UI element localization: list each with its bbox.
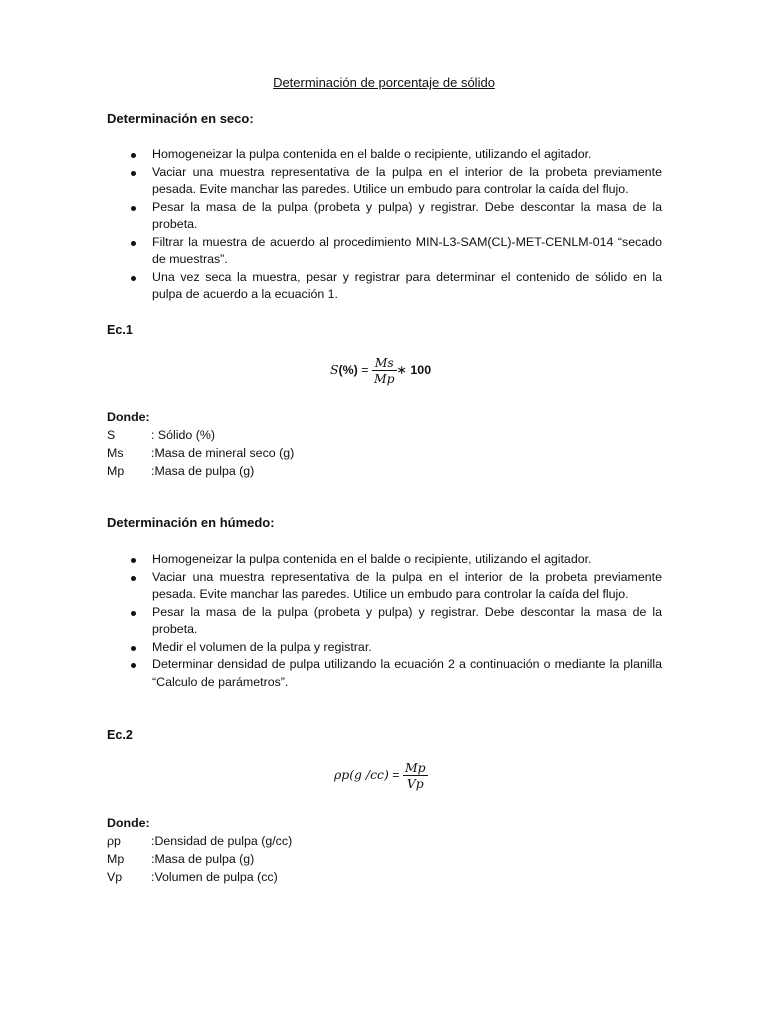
definition-text: : Sólido (%) — [151, 428, 216, 442]
definition-row — [107, 832, 292, 850]
list-item: Filtrar la muestra de acuerdo al procedimiento MIN-L3-SAM(CL)-MET-CENLM-014 “secado de muestras”. — [107, 234, 662, 269]
equation-2 — [334, 760, 428, 791]
eq2-fraction — [403, 760, 428, 791]
eq2-numerator: Mp — [404, 760, 426, 775]
definition-symbol: Mp — [107, 852, 125, 866]
definition-symbol: Mp — [107, 464, 125, 478]
definition-symbol: Vp — [107, 870, 123, 884]
definition-text: :Masa de mineral seco (g) — [151, 446, 295, 460]
definition-text: :Masa de pulpa (g) — [151, 464, 255, 478]
list-item: Homogeneizar la pulpa contenida en el balde o recipiente, utilizando el agitador. — [107, 551, 662, 569]
section-heading-seco: Determinación en seco: — [107, 111, 254, 126]
equation-label-1: Ec.1 — [107, 323, 133, 337]
definition-text: :Masa de pulpa (g) — [151, 852, 255, 866]
definition-row — [107, 426, 294, 444]
definition-symbol: ρp — [107, 834, 121, 848]
eq1-operator: ∗ — [396, 362, 407, 377]
list-item: Pesar la masa de la pulpa (probeta y pulpa) y registrar. Debe descontar la masa de la probeta. — [107, 199, 662, 234]
eq2-equals: = — [392, 767, 400, 782]
bullet-list-humedo — [107, 551, 662, 691]
definition-row — [107, 444, 294, 462]
definition-symbol: Ms — [107, 446, 124, 460]
equation-label-2: Ec.2 — [107, 728, 133, 742]
eq1-equals: = — [361, 362, 369, 377]
list-item: Vaciar una muestra representativa de la pulpa en el interior de la probeta previamente pesada. Evite manchar las paredes. Utilice un embudo para controlar la caída del flujo. — [107, 164, 662, 199]
list-item: Determinar densidad de pulpa utilizando la ecuación 2 a continuación o mediante la planilla “Calculo de parámetros”. — [107, 656, 662, 691]
definitions-seco — [107, 408, 294, 480]
bullet-list-seco — [107, 146, 662, 304]
eq1-lhs-paren: (%) — [338, 362, 358, 377]
list-item: Pesar la masa de la pulpa (probeta y pulpa) y registrar. Debe descontar la masa de la probeta. — [107, 604, 662, 639]
equation-1 — [330, 355, 431, 386]
eq1-numerator: Ms — [372, 355, 397, 371]
eq2-lhs: ρp(g /cc) — [334, 766, 389, 782]
list-item: Una vez seca la muestra, pesar y registrar para determinar el contenido de sólido en la pulpa de acuerdo a la ecuación 1. — [107, 269, 662, 304]
donde-label: Donde: — [107, 410, 150, 424]
eq2-denominator: Vp — [406, 776, 424, 791]
eq1-denominator: Mp — [373, 371, 395, 386]
definition-text: :Densidad de pulpa (g/cc) — [151, 834, 293, 848]
definition-row — [107, 868, 292, 886]
definition-text: :Volumen de pulpa (cc) — [151, 870, 278, 884]
eq1-factor: 100 — [410, 362, 432, 377]
eq1-lhs-var: S — [330, 361, 339, 377]
list-item: Homogeneizar la pulpa contenida en el balde o recipiente, utilizando el agitador. — [107, 146, 662, 164]
section-heading-humedo: Determinación en húmedo: — [107, 515, 275, 530]
list-item: Vaciar una muestra representativa de la pulpa en el interior de la probeta previamente pesada. Evite manchar las paredes. Utilice un embudo para controlar la caída del flujo. — [107, 569, 662, 604]
document-title: Determinación de porcentaje de sólido — [273, 75, 495, 90]
eq1-fraction — [372, 355, 397, 386]
definition-row — [107, 462, 294, 480]
definition-row — [107, 850, 292, 868]
list-item: Medir el volumen de la pulpa y registrar. — [107, 639, 662, 657]
definitions-humedo — [107, 814, 292, 886]
definition-symbol: S — [107, 428, 116, 442]
donde-label: Donde: — [107, 816, 150, 830]
